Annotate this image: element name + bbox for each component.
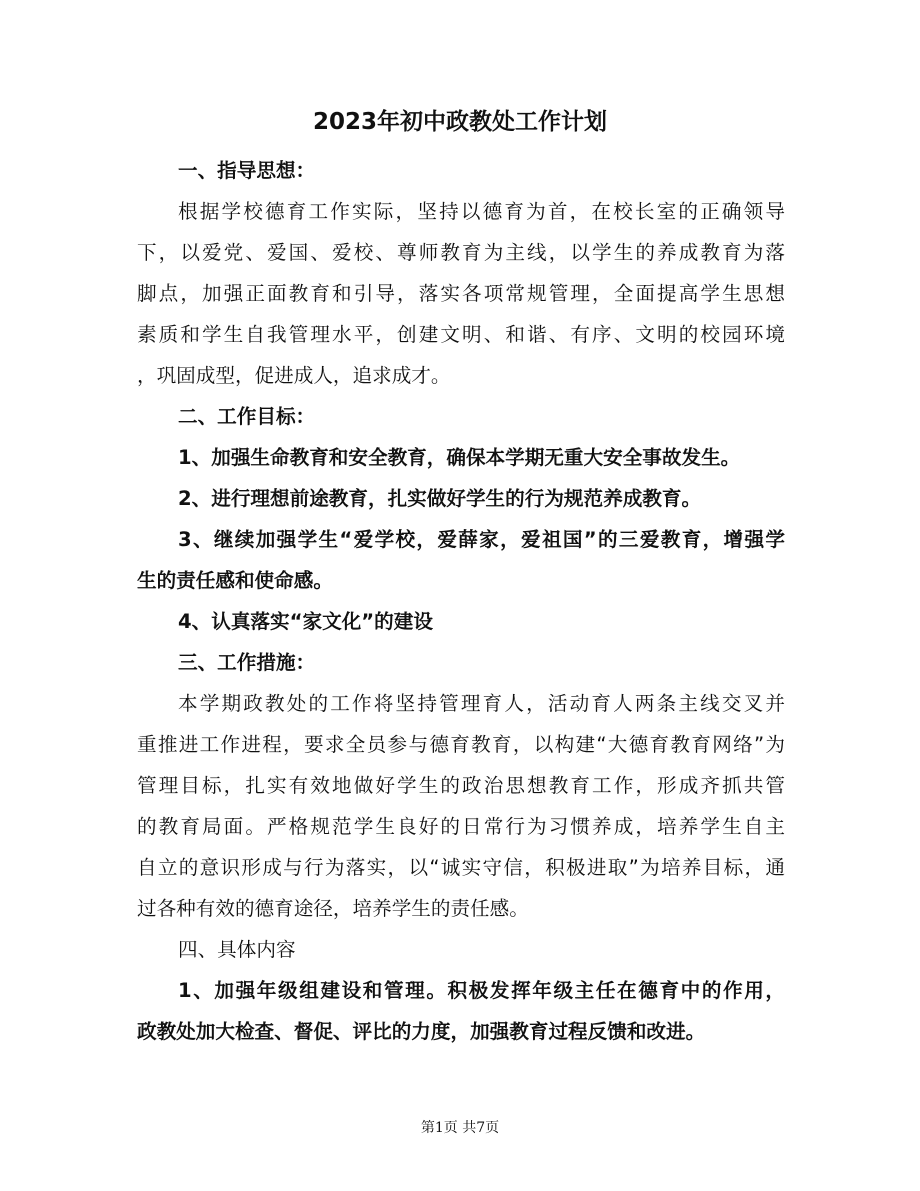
paragraph-line: 管理目标，扎实有效地做好学生的政治思想教育工作，形成齐抓共管 xyxy=(137,774,785,797)
paragraph-line: 过各种有效的德育途径，培养学生的责任感。 xyxy=(137,897,529,920)
goal-item: 1、加强生命教育和安全教育，确保本学期无重大安全事故发生。 xyxy=(178,446,741,469)
goal-item: 3、继续加强学生“爱学校，爱薛家，爱祖国”的三爱教育，增强学 xyxy=(178,528,785,551)
paragraph-line: 重推进工作进程，要求全员参与德育教育，以构建“大德育教育网络”为 xyxy=(137,733,785,756)
paragraph-line: ，巩固成型，促进成人，追求成才。 xyxy=(137,364,451,387)
page-number-footer: 第1页 共7页 xyxy=(420,1120,500,1136)
goal-item: 4、认真落实“家文化”的建设 xyxy=(178,610,433,633)
paragraph-line: 的教育局面。严格规范学生良好的日常行为习惯养成，培养学生自主 xyxy=(137,815,785,838)
section-heading-work-goals: 二、工作目标： xyxy=(178,405,316,428)
paragraph-line: 脚点，加强正面教育和引导，落实各项常规管理，全面提高学生思想 xyxy=(137,282,785,305)
paragraph-line: 根据学校德育工作实际，坚持以德育为首，在校长室的正确领导 xyxy=(178,200,785,223)
paragraph-line: 下，以爱党、爱国、爱校、尊师教育为主线，以学生的养成教育为落 xyxy=(137,241,785,264)
section-heading-specific-content: 四、具体内容 xyxy=(178,938,296,961)
paragraph-line: 素质和学生自我管理水平，创建文明、和谐、有序、文明的校园环境 xyxy=(137,323,785,346)
paragraph-line: 本学期政教处的工作将坚持管理育人，活动育人两条主线交叉并 xyxy=(178,692,785,715)
goal-item: 2、进行理想前途教育，扎实做好学生的行为规范养成教育。 xyxy=(178,487,702,510)
document-title: 2023年初中政教处工作计划 xyxy=(312,109,607,135)
goal-item-continuation: 生的责任感和使命感。 xyxy=(137,569,333,592)
content-item-continuation: 政教处加大检查、督促、评比的力度，加强教育过程反馈和改进。 xyxy=(137,1020,706,1043)
section-heading-work-measures: 三、工作措施： xyxy=(178,651,316,674)
section-heading-guiding-ideology: 一、指导思想： xyxy=(178,159,316,182)
content-item: 1、加强年级组建设和管理。积极发挥年级主任在德育中的作用， xyxy=(178,979,785,1002)
document-body xyxy=(137,150,785,1052)
paragraph-line: 自立的意识形成与行为落实，以“诚实守信，积极进取”为培养目标，通 xyxy=(137,856,785,879)
